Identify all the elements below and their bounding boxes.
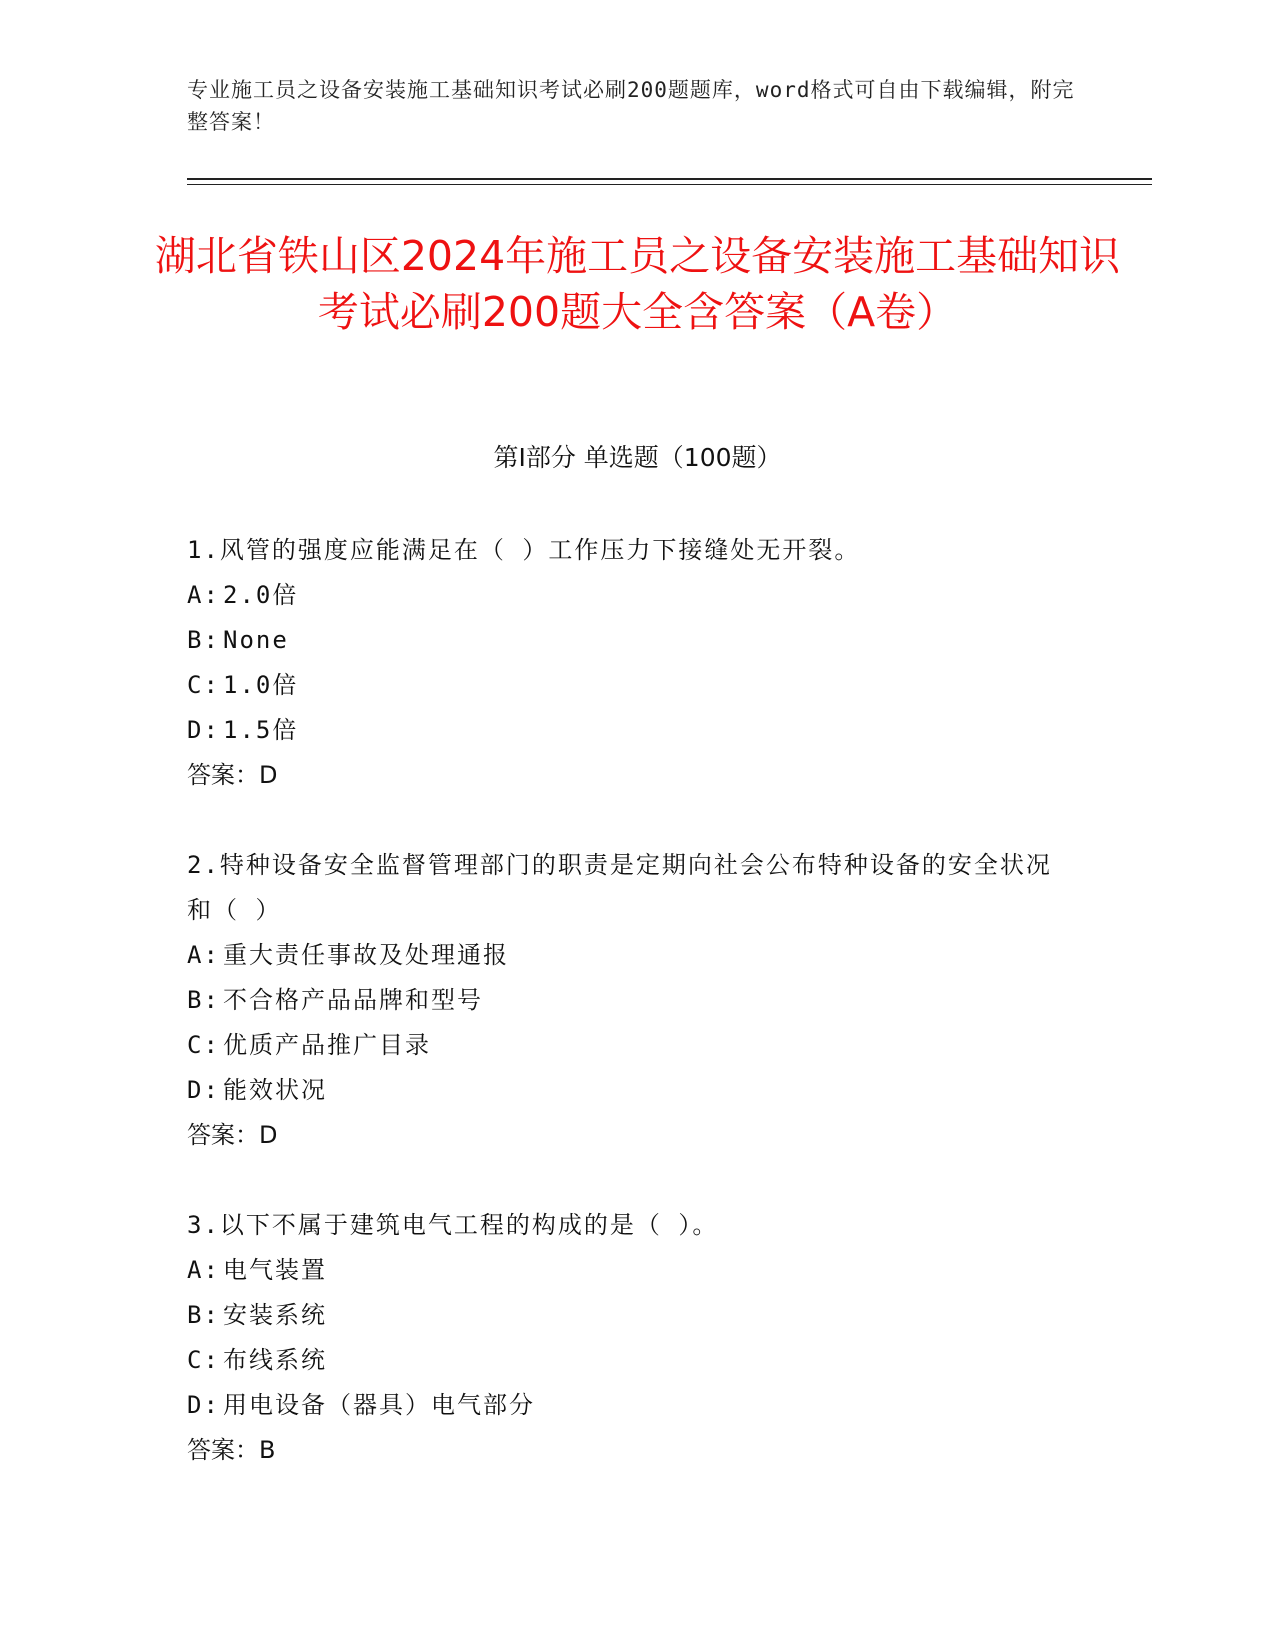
option-text: 安装系统 (223, 1301, 327, 1329)
option-letter: C: (187, 1031, 220, 1059)
question-stem: 3.以下不属于建筑电气工程的构成的是（ ）。 (187, 1211, 719, 1239)
option-text: 优质产品推广目录 (223, 1031, 431, 1059)
option-letter: B: (187, 986, 220, 1014)
option-a (187, 573, 1067, 618)
option-b (187, 978, 1067, 1023)
question-2 (187, 843, 1067, 1158)
option-d (187, 1068, 1067, 1113)
option-letter: C: (187, 1346, 220, 1374)
answer-line: 答案：D (187, 761, 278, 789)
option-text: 2.0倍 (223, 581, 299, 609)
option-c (187, 1338, 1067, 1383)
option-text: 不合格产品品牌和型号 (223, 986, 483, 1014)
option-b (187, 1293, 1067, 1338)
document-title: 湖北省铁山区2024年施工员之设备安装施工基础知识考试必刷200题大全含答案（A卷） (154, 232, 1121, 336)
header-divider-thin (187, 184, 1152, 185)
option-text: 电气装置 (223, 1256, 327, 1284)
option-text: 用电设备（器具）电气部分 (223, 1391, 535, 1419)
option-d (187, 708, 1067, 753)
option-a (187, 933, 1067, 978)
header-note: 专业施工员之设备安装施工基础知识考试必刷200题题库，word格式可自由下载编辑，附完整答案！ (187, 78, 1075, 134)
header-divider (187, 178, 1152, 180)
option-letter: D: (187, 1076, 220, 1104)
option-a (187, 1248, 1067, 1293)
question-3 (187, 1203, 1067, 1473)
option-letter: B: (187, 626, 220, 654)
answer-line: 答案：B (187, 1436, 276, 1464)
question-list (187, 528, 1067, 1518)
option-c (187, 1023, 1067, 1068)
option-text: 布线系统 (223, 1346, 327, 1374)
question-1 (187, 528, 1067, 798)
option-letter: A: (187, 581, 220, 609)
option-letter: D: (187, 716, 220, 744)
option-letter: A: (187, 1256, 220, 1284)
option-text: 1.5倍 (223, 716, 299, 744)
question-stem: 1.风管的强度应能满足在（ ）工作压力下接缝处无开裂。 (187, 536, 861, 564)
option-text: 重大责任事故及处理通报 (223, 941, 509, 969)
option-c (187, 663, 1067, 708)
option-b (187, 618, 1067, 663)
option-d (187, 1383, 1067, 1428)
option-text: 能效状况 (223, 1076, 327, 1104)
answer-line: 答案：D (187, 1121, 278, 1149)
option-text: None (223, 626, 289, 654)
option-letter: B: (187, 1301, 220, 1329)
option-letter: A: (187, 941, 220, 969)
question-stem: 2.特种设备安全监督管理部门的职责是定期向社会公布特种设备的安全状况和（ ） (187, 851, 1052, 924)
section-heading: 第I部分 单选题（100题） (493, 443, 782, 472)
option-text: 1.0倍 (223, 671, 299, 699)
option-letter: D: (187, 1391, 220, 1419)
option-letter: C: (187, 671, 220, 699)
